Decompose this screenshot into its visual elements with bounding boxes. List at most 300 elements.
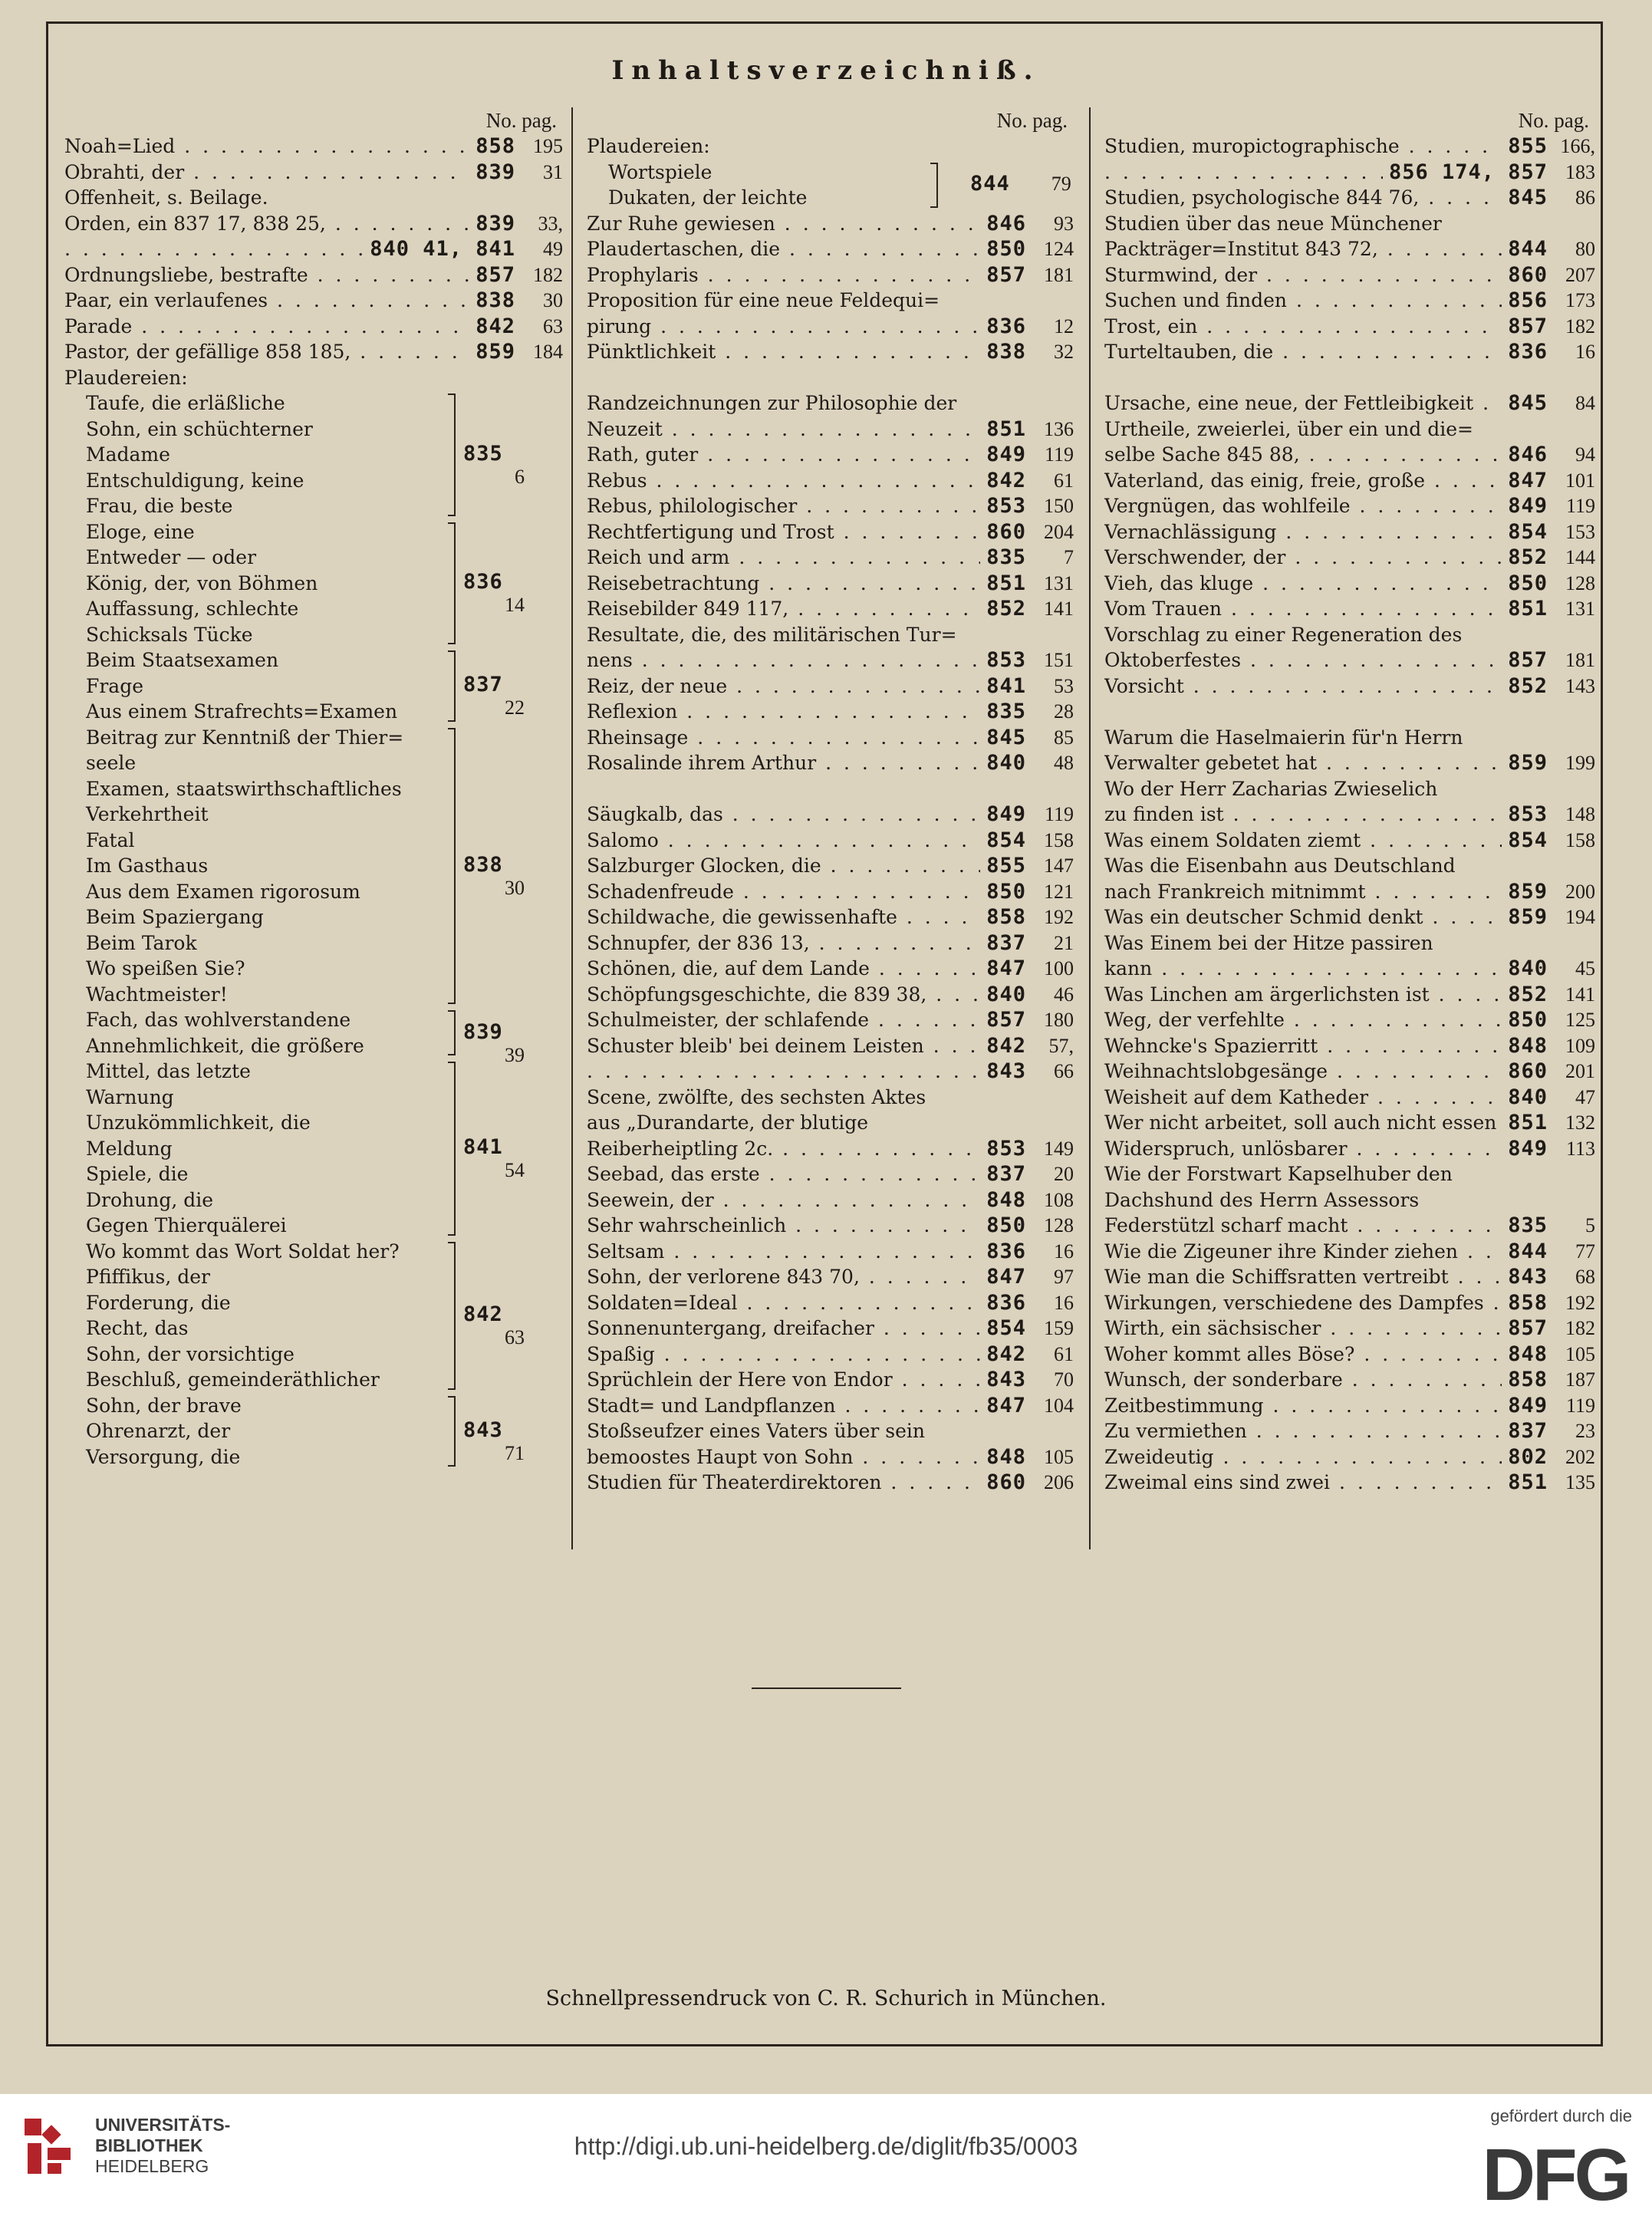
issue-number: 850 xyxy=(1508,571,1548,595)
entry-title: Drohung, die xyxy=(86,1188,214,1211)
entry-reference xyxy=(1502,1418,1595,1444)
entry-title: Forderung, die xyxy=(86,1291,231,1314)
entry-reference xyxy=(980,211,1074,237)
entry-reference xyxy=(980,1264,1074,1290)
entry-title: Salzburger Glocken, die . . . xyxy=(587,853,1074,879)
index-entry xyxy=(587,1290,1074,1316)
entry-title: bemoostes Haupt von Sohn . . . xyxy=(587,1444,1074,1470)
page-url-link[interactable]: http://digi.ub.uni-heidelberg.de/diglit/fb35/0003 xyxy=(574,2132,1078,2160)
entry-reference xyxy=(1502,647,1595,673)
index-entry xyxy=(587,930,1074,957)
entry-reference xyxy=(980,956,1074,982)
page-number: 108 xyxy=(1044,1188,1074,1211)
issue-number: 852 xyxy=(1508,673,1548,698)
entry-title: Meldung xyxy=(86,1137,173,1160)
entry-reference xyxy=(1502,879,1595,905)
issue-number: 853 xyxy=(986,1136,1027,1161)
entry-title: Schicksals Tücke xyxy=(86,623,253,646)
entry-title: Oktoberfestes . . . xyxy=(1104,647,1595,673)
entry-reference xyxy=(980,1367,1074,1393)
entry-reference xyxy=(980,442,1074,468)
entry-reference xyxy=(980,879,1074,905)
index-entry xyxy=(587,1470,1074,1496)
issue-number: 846 xyxy=(986,211,1027,235)
issue-number: 853 xyxy=(986,494,1027,518)
entry-title: Madame xyxy=(86,443,170,466)
issue-number: 856 xyxy=(1508,288,1548,312)
entry-title: Woher kommt alles Böse? . . . xyxy=(1104,1342,1595,1368)
entry-reference xyxy=(980,1007,1074,1033)
index-entry xyxy=(587,1085,1074,1111)
group-reference: 83614 xyxy=(463,570,525,617)
entry-title: Paar, ein verlaufenes . . . xyxy=(64,288,563,314)
index-entry xyxy=(64,1290,440,1316)
page-number: 32 xyxy=(1054,341,1074,363)
entry-title: Zu vermiethen . . . xyxy=(1104,1418,1595,1444)
page-number: 57, xyxy=(1048,1034,1074,1057)
index-entry xyxy=(587,442,1074,468)
index-entry xyxy=(64,1418,440,1444)
entry-reference xyxy=(980,1213,1074,1239)
entry-title: Sprüchlein der Here von Endor . . . xyxy=(587,1367,1074,1393)
page-number: 20 xyxy=(1054,1163,1074,1185)
entry-title: Wie die Zigeuner ihre Kinder ziehen . . . xyxy=(1104,1239,1595,1265)
entry-title: Scene, zwölfte, des sechsten Aktes xyxy=(587,1085,926,1108)
entry-title: Beim Staatsexamen xyxy=(86,649,279,671)
entry-title: Frage xyxy=(86,674,143,697)
page-number: 97 xyxy=(1054,1266,1074,1288)
index-entry xyxy=(1104,417,1595,443)
index-entry xyxy=(1104,185,1595,211)
index-entry xyxy=(1104,1264,1595,1290)
issue-number: 836 xyxy=(986,314,1027,338)
entry-list xyxy=(1104,133,1595,1496)
issue-number: 845 xyxy=(1508,186,1548,209)
entry-title: Vernachlässigung . . . xyxy=(1104,519,1595,545)
page-number: 181 xyxy=(1044,263,1074,286)
entry-reference xyxy=(1502,982,1595,1008)
entry-title: Parade . . . xyxy=(64,314,563,340)
page-number: 180 xyxy=(1044,1009,1074,1031)
index-entry xyxy=(1104,545,1595,571)
page-number: 113 xyxy=(1565,1137,1595,1160)
printer-imprint: Schnellpressendruck von C. R. Schurich in München. xyxy=(545,1987,1107,2010)
page-number: 84 xyxy=(1575,392,1595,414)
entry-title: Weihnachtslobgesänge . . . xyxy=(1104,1059,1595,1085)
issue-number: 850 xyxy=(986,879,1027,904)
issue-number: 847 xyxy=(986,1265,1027,1289)
index-entry xyxy=(1104,1187,1595,1213)
issue-number: 854 xyxy=(986,1316,1027,1340)
entry-reference xyxy=(1502,442,1595,468)
index-entry xyxy=(64,160,563,186)
entry-title: Trost, ein . . . xyxy=(1104,314,1595,340)
entry-reference xyxy=(469,133,563,160)
index-entry xyxy=(587,1110,1074,1136)
entry-reference xyxy=(1502,1007,1595,1033)
entry-title: Sohn, ein schüchterner xyxy=(86,417,313,440)
entry-reference xyxy=(1502,1213,1595,1239)
index-entry xyxy=(64,339,563,365)
entry-reference xyxy=(980,468,1074,494)
entry-title: zu finden ist . . . xyxy=(1104,802,1595,828)
issue-number: 840 xyxy=(1508,1085,1548,1109)
entry-reference xyxy=(980,904,1074,930)
group-reference: 844 79 xyxy=(970,172,1071,196)
index-entry xyxy=(1104,879,1595,905)
index-entry xyxy=(1104,1007,1595,1033)
issue-number: 847 xyxy=(986,1393,1027,1417)
entry-title: nach Frankreich mitnimmt . . . xyxy=(1104,879,1595,905)
entry-title: Vorschlag zu einer Regeneration des xyxy=(1104,623,1463,646)
issue-number: 840 xyxy=(986,982,1027,1006)
entry-title: Aus dem Examen rigorosum xyxy=(86,880,360,903)
index-entry xyxy=(64,519,440,545)
index-entry xyxy=(587,673,1074,700)
entry-reference xyxy=(1502,571,1595,597)
page-number: 182 xyxy=(1565,314,1595,337)
index-entry xyxy=(64,1059,440,1085)
entry-title: Auffassung, schlechte xyxy=(86,598,299,620)
page-number: 46 xyxy=(1054,983,1074,1006)
issue-number: 860 xyxy=(1508,262,1548,287)
index-entry xyxy=(587,288,1074,314)
entry-title: Wortspiele xyxy=(608,160,712,183)
entry-reference xyxy=(1502,236,1595,262)
entry-reference xyxy=(980,1033,1074,1059)
index-entry xyxy=(1104,828,1595,854)
index-entry xyxy=(64,493,440,519)
page-number: 16 xyxy=(1575,341,1595,363)
entry-title: Sonnenuntergang, dreifacher . . . xyxy=(587,1315,1074,1342)
entry-title: Sohn, der vorsichtige xyxy=(86,1342,295,1365)
issue-number: 842 xyxy=(986,1342,1027,1366)
index-entry xyxy=(587,417,1074,443)
entry-title: Resultate, die, des militärischen Tur= xyxy=(587,623,957,646)
index-entry xyxy=(1104,1470,1595,1496)
index-entry xyxy=(64,930,440,957)
index-entry xyxy=(1104,1393,1595,1419)
entry-title: Salomo . . . xyxy=(587,828,1074,854)
page-number: 61 xyxy=(1054,1342,1074,1365)
entry-reference xyxy=(469,211,563,237)
entry-title: Fatal xyxy=(86,828,135,851)
issue-number: 842 xyxy=(476,314,516,338)
entry-reference xyxy=(469,339,563,365)
page-number: 195 xyxy=(533,135,563,157)
entry-title: Plaudertaschen, die . . . xyxy=(587,236,1074,262)
page-number: 31 xyxy=(543,160,563,183)
entry-title: Wachtmeister! xyxy=(86,983,228,1006)
page-number: 181 xyxy=(1565,649,1595,671)
entry-title: Was Einem bei der Hitze passiren xyxy=(1104,931,1433,954)
page-number: 158 xyxy=(1565,828,1595,851)
entry-reference xyxy=(1502,133,1595,160)
entry-title: Proposition für eine neue Feldequi= xyxy=(587,289,940,311)
entry-title: Schadenfreude . . . xyxy=(587,879,1074,905)
issue-number: 849 xyxy=(1508,1393,1548,1417)
entry-title: Beim Spaziergang xyxy=(86,906,264,928)
index-entry xyxy=(1104,160,1595,186)
page-number: 132 xyxy=(1565,1111,1595,1134)
issue-number: 858 xyxy=(476,134,516,158)
entry-title: Rosalinde ihrem Arthur . . . xyxy=(587,750,1074,776)
index-entry xyxy=(1104,365,1595,391)
separator-rule xyxy=(752,1687,901,1689)
index-entry xyxy=(1104,1367,1595,1393)
entry-title: Was einem Soldaten ziemt . . . xyxy=(1104,828,1595,854)
grouping-brace xyxy=(448,1396,456,1467)
entry-reference xyxy=(1502,390,1595,417)
page-number: 109 xyxy=(1565,1034,1595,1057)
index-entry xyxy=(64,314,563,340)
index-entry xyxy=(1104,622,1595,648)
index-entry xyxy=(587,1342,1074,1368)
group-reference: 8356 xyxy=(463,441,525,488)
index-entry xyxy=(1104,930,1595,957)
page-number: 68 xyxy=(1575,1266,1595,1288)
entry-title: Vaterland, das einig, freie, große . . . xyxy=(1104,468,1595,494)
index-entry xyxy=(587,236,1074,262)
entry-title: Prophylaris . . . xyxy=(587,262,1074,288)
issue-number: 856 174, 857 xyxy=(1388,160,1548,184)
entry-title: Schildwache, die gewissenhafte . . . xyxy=(587,904,1074,930)
index-entry xyxy=(1104,647,1595,673)
entry-title: Wo speißen Sie? xyxy=(86,957,245,980)
issue-number: 839 xyxy=(476,160,516,184)
page-number: 192 xyxy=(1044,906,1074,928)
index-entry xyxy=(1104,1444,1595,1470)
page-number: 131 xyxy=(1565,598,1595,620)
grouping-brace xyxy=(448,650,456,722)
index-entry xyxy=(1104,673,1595,700)
entry-reference xyxy=(980,828,1074,854)
issue-number: 848 xyxy=(1508,1342,1548,1366)
index-entry xyxy=(64,1110,440,1136)
viewer-footer xyxy=(0,2094,1652,2239)
issue-number: 860 xyxy=(986,1470,1027,1494)
entry-reference xyxy=(980,853,1074,879)
entry-reference xyxy=(1502,1136,1595,1162)
index-entry xyxy=(587,725,1074,751)
index-entry xyxy=(1104,339,1595,365)
index-entry xyxy=(64,879,440,905)
index-entry xyxy=(64,1367,440,1393)
page-number: 147 xyxy=(1044,854,1074,877)
entry-title: Aus einem Strafrechts=Examen xyxy=(86,700,398,723)
index-entry xyxy=(64,828,440,854)
issue-number: 849 xyxy=(986,802,1027,826)
index-entry xyxy=(1104,725,1595,751)
entry-title: Stoßseufzer eines Vaters über sein xyxy=(587,1420,925,1442)
entry-title: seele xyxy=(86,752,137,774)
index-entry xyxy=(587,596,1074,622)
entry-reference xyxy=(980,1161,1074,1187)
index-entry xyxy=(587,390,1074,417)
page-number: 173 xyxy=(1565,289,1595,311)
index-entry xyxy=(1104,1059,1595,1085)
entry-title: Soldaten=Ideal . . . xyxy=(587,1290,1074,1316)
entry-reference xyxy=(980,493,1074,519)
entry-title: Gegen Thierquälerei xyxy=(86,1214,287,1236)
entry-title: Examen, staatswirthschaftliches xyxy=(86,777,402,800)
entry-reference xyxy=(980,417,1074,443)
page-number: 49 xyxy=(543,238,563,260)
page-number: 128 xyxy=(1044,1214,1074,1236)
entry-title: Rebus . . . xyxy=(587,468,1074,494)
entry-title: Beschluß, gemeinderäthlicher xyxy=(86,1368,380,1391)
page-number: 77 xyxy=(1575,1240,1595,1263)
entry-title: Seebad, das erste . . . xyxy=(587,1161,1074,1187)
entry-title: Was die Eisenbahn aus Deutschland xyxy=(1104,854,1456,877)
page-number: 48 xyxy=(1054,752,1074,774)
entry-reference xyxy=(980,1059,1074,1085)
entry-title: Verschwender, der . . . xyxy=(1104,545,1595,571)
index-entry xyxy=(587,1264,1074,1290)
index-entry xyxy=(587,1418,1074,1444)
index-entry xyxy=(64,390,440,417)
index-entry xyxy=(587,493,1074,519)
entry-reference xyxy=(980,545,1074,571)
entry-reference xyxy=(1502,1290,1595,1316)
entry-reference xyxy=(1502,1393,1595,1419)
index-entry xyxy=(64,1187,440,1213)
index-entry xyxy=(64,468,440,494)
index-entry xyxy=(64,1085,440,1111)
issue-number: 860 xyxy=(1508,1059,1548,1083)
entry-title: Verwalter gebetet hat . . . xyxy=(1104,750,1595,776)
index-entry xyxy=(64,699,440,725)
page-number: 5 xyxy=(1585,1214,1595,1236)
entry-title: Schöpfungsgeschichte, die 839 38, . . . xyxy=(587,982,1074,1008)
entry-title: Frau, die beste xyxy=(86,495,233,517)
index-entry xyxy=(64,288,563,314)
page-number: 93 xyxy=(1054,212,1074,235)
entry-title: Wirkungen, verschiedene des Dampfes . . . xyxy=(1104,1290,1595,1316)
issue-number: 859 xyxy=(1508,879,1548,904)
entry-reference xyxy=(980,571,1074,597)
entry-reference xyxy=(1502,1315,1595,1342)
issue-number: 859 xyxy=(1508,905,1548,929)
index-entry xyxy=(587,365,1074,391)
issue-number: 854 xyxy=(1508,519,1548,544)
index-entry xyxy=(64,904,440,930)
entry-title: Reflexion . . . xyxy=(587,699,1074,725)
page-number: 201 xyxy=(1565,1060,1595,1082)
index-entry xyxy=(587,802,1074,828)
issue-number: 858 xyxy=(1508,1368,1548,1391)
entry-reference xyxy=(980,1290,1074,1316)
index-entry xyxy=(1104,1033,1595,1059)
index-entry xyxy=(64,1342,440,1368)
column-divider xyxy=(571,107,573,1549)
issue-number: 850 xyxy=(986,237,1027,261)
issue-number: 842 xyxy=(986,1033,1027,1058)
grouping-brace xyxy=(930,163,938,208)
issue-number: 854 xyxy=(1508,828,1548,852)
entry-title: Pastor, der gefällige 858 185, . . . xyxy=(64,339,563,365)
page-number: 100 xyxy=(1044,957,1074,980)
entry-title: Warnung xyxy=(86,1085,174,1108)
index-entry xyxy=(1104,1290,1595,1316)
index-entry xyxy=(1104,390,1595,417)
entry-title: Zur Ruhe gewiesen . . . xyxy=(587,211,1074,237)
page-number: 153 xyxy=(1565,520,1595,543)
index-entry xyxy=(1104,802,1595,828)
issue-number: 857 xyxy=(986,262,1027,287)
issue-number: 849 xyxy=(986,443,1027,466)
entry-reference xyxy=(980,699,1074,725)
page-number: 21 xyxy=(1054,931,1074,954)
index-entry xyxy=(1104,493,1595,519)
index-entry xyxy=(1104,596,1595,622)
index-entry xyxy=(1104,1110,1595,1136)
entry-reference xyxy=(1502,1085,1595,1111)
page-number: 148 xyxy=(1565,803,1595,825)
index-entry xyxy=(1104,956,1595,982)
entry-title: Sohn, der brave xyxy=(86,1394,242,1417)
entry-title: Was Linchen am ärgerlichsten ist . . . xyxy=(1104,982,1595,1008)
index-entry xyxy=(64,1213,440,1239)
entry-reference xyxy=(1502,802,1595,828)
index-entry xyxy=(64,596,440,622)
entry-title: Annehmlichkeit, die größere xyxy=(86,1034,364,1057)
index-entry xyxy=(64,417,440,443)
entry-reference xyxy=(980,982,1074,1008)
index-entry xyxy=(587,160,924,186)
grouping-brace xyxy=(448,1242,456,1390)
issue-number: 840 41, 841 xyxy=(370,237,516,261)
issue-number: 842 xyxy=(986,468,1027,492)
index-entry xyxy=(587,211,1074,237)
entry-title: Weg, der verfehlte . . . xyxy=(1104,1007,1595,1033)
entry-title: Obrahti, der . . . xyxy=(64,160,563,186)
entry-reference xyxy=(980,1239,1074,1265)
index-entry xyxy=(587,776,1074,802)
page-number: 23 xyxy=(1575,1420,1595,1442)
page-number: 141 xyxy=(1565,983,1595,1006)
index-entry xyxy=(64,1161,440,1187)
entry-reference xyxy=(980,596,1074,622)
index-column-3 xyxy=(1104,107,1595,1496)
issue-number: 857 xyxy=(986,1008,1027,1032)
index-entry xyxy=(587,853,1074,879)
page-number: 63 xyxy=(543,314,563,337)
entry-title: Fach, das wohlverstandene xyxy=(86,1009,351,1031)
page-number: 121 xyxy=(1044,880,1074,903)
issue-number: 852 xyxy=(1508,545,1548,569)
index-entry xyxy=(64,622,440,648)
index-entry xyxy=(587,1393,1074,1419)
issue-number: 853 xyxy=(986,648,1027,672)
issue-number: 849 xyxy=(1508,494,1548,518)
entry-title: Schuster bleib' bei deinem Leisten . . . xyxy=(587,1033,1074,1059)
entry-reference xyxy=(980,1470,1074,1496)
page-number: 166, xyxy=(1560,135,1595,157)
index-entry xyxy=(587,956,1074,982)
page-number: 119 xyxy=(1044,443,1074,466)
index-entry xyxy=(1104,442,1595,468)
page-number: 150 xyxy=(1044,495,1074,517)
issue-number: 851 xyxy=(1508,597,1548,621)
page-number: 66 xyxy=(1054,1060,1074,1082)
index-entry xyxy=(1104,519,1595,545)
entry-title: Wo kommt das Wort Soldat her? xyxy=(86,1240,400,1263)
index-entry xyxy=(1104,236,1595,262)
entry-title: Widerspruch, unlösbarer . . . xyxy=(1104,1136,1595,1162)
index-entry xyxy=(64,211,563,237)
entry-title: Turteltauben, die . . . xyxy=(1104,339,1595,365)
